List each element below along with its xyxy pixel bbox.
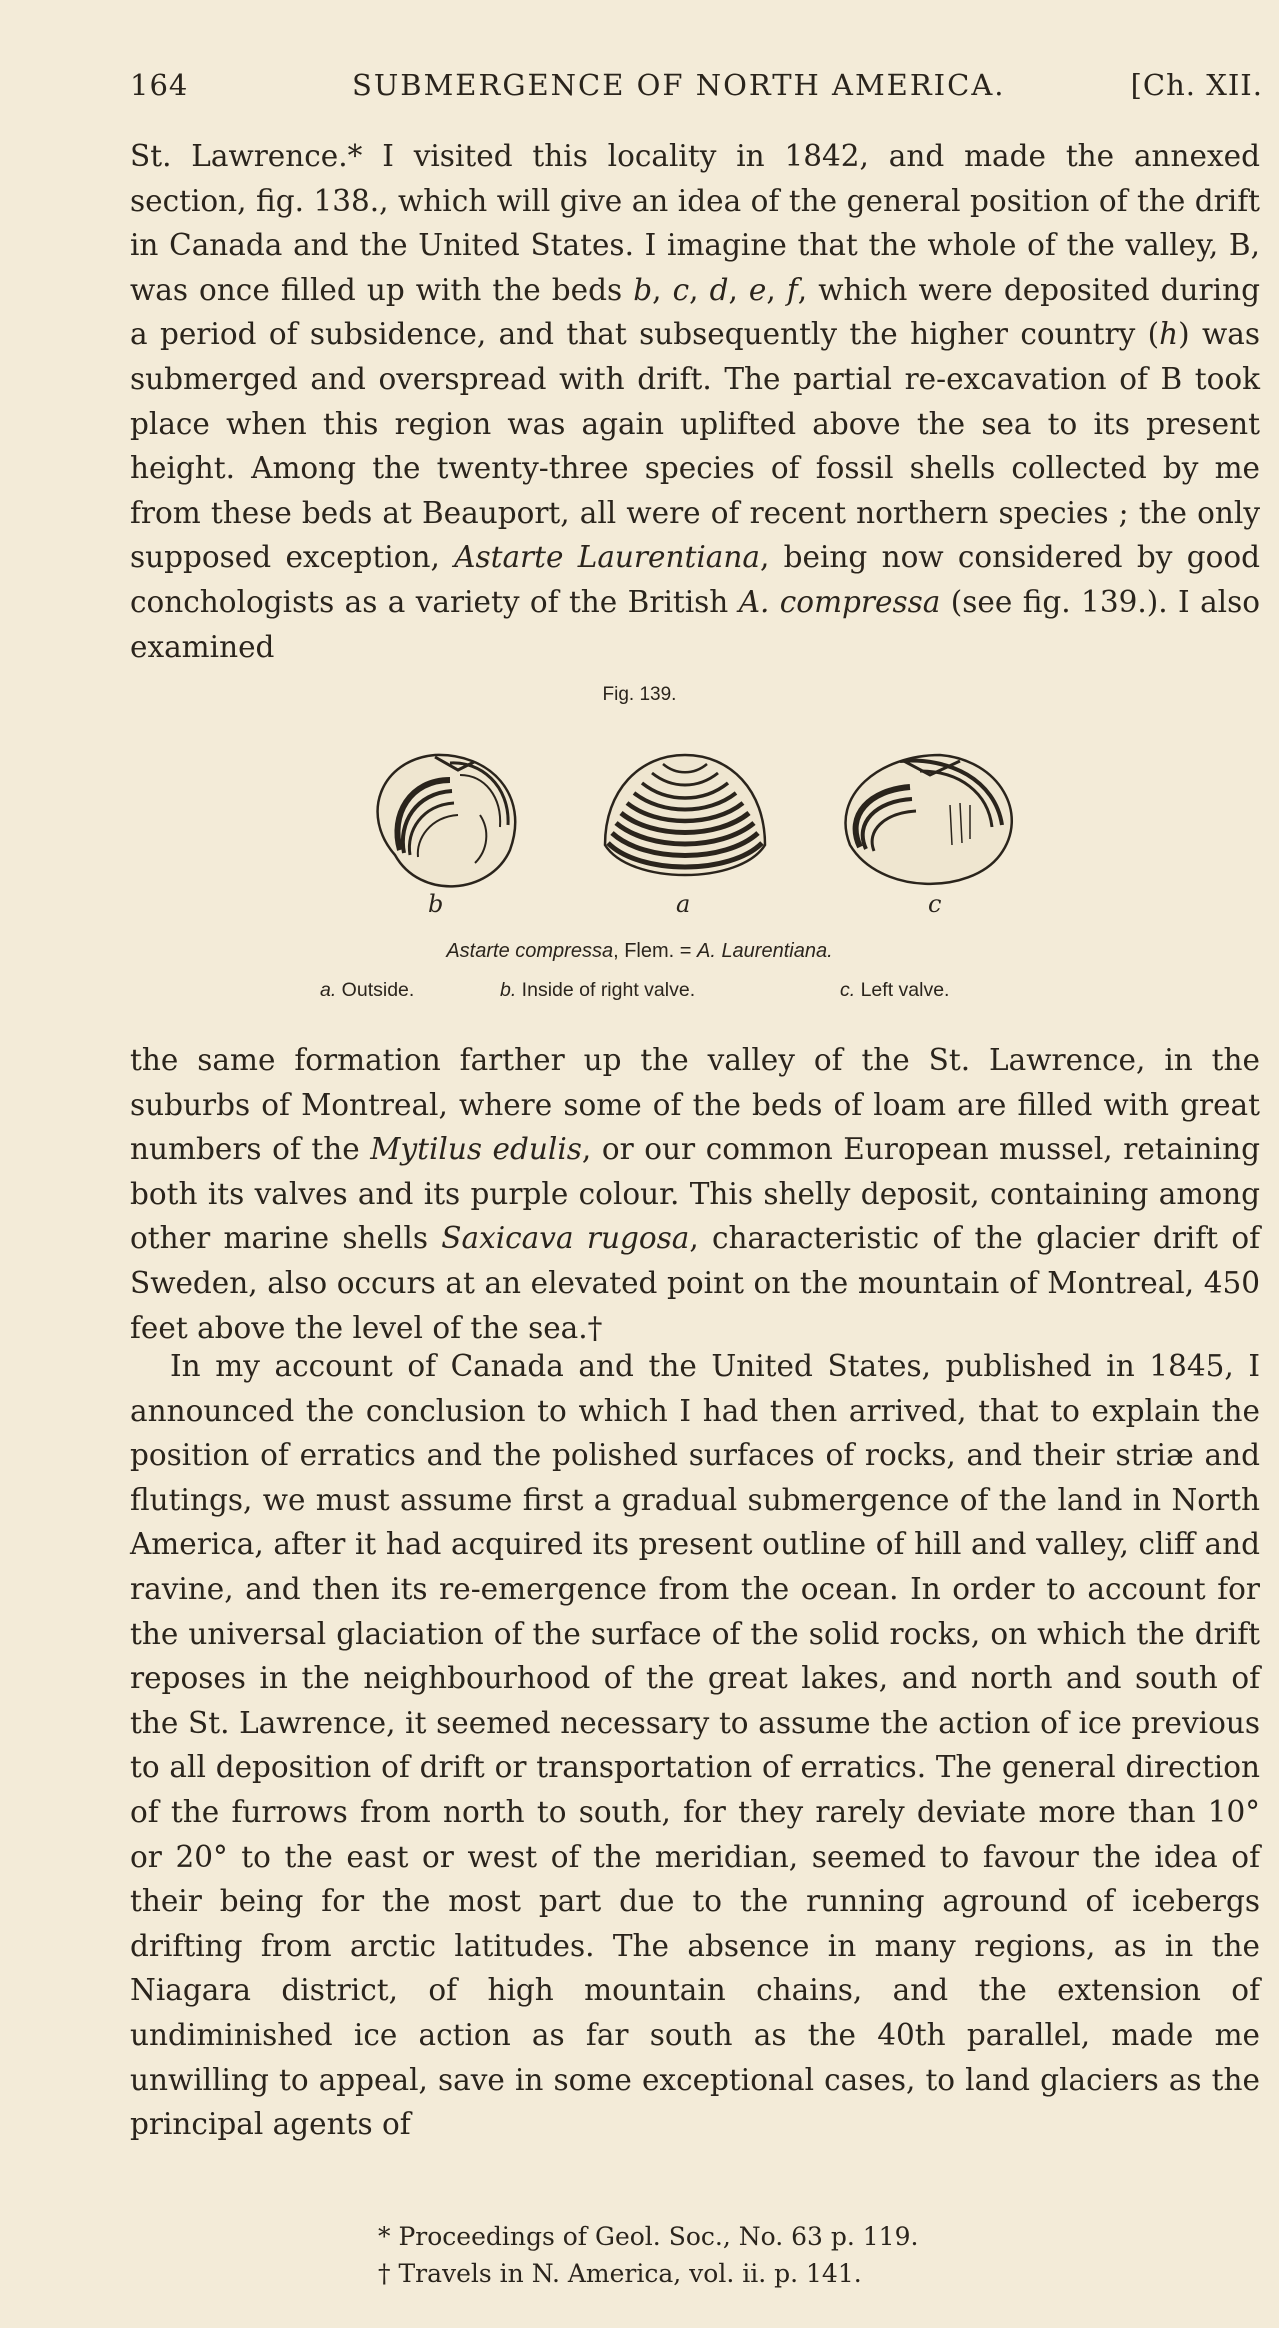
figure-label: Fig. 139. xyxy=(602,684,677,705)
species-name: Mytilus edulis xyxy=(370,1132,582,1167)
legend-item xyxy=(320,979,414,1002)
text-run: St. Lawrence.* I visited this locality in 1842, and made the annexed section, fig. 138., which will give an idea of the general position of the drift in Canada and the United States. I imagine that the whole of the valley, B, was once filled up with the beds xyxy=(130,139,1260,307)
shell-illustration xyxy=(340,735,1060,935)
text-run: , xyxy=(728,272,749,307)
legend-key: a. xyxy=(320,979,337,1001)
figure-caption xyxy=(0,940,1279,963)
shell-c-left-valve xyxy=(846,755,1012,884)
footnote: † Travels in N. America, vol. ii. p. 141. xyxy=(378,2259,862,2288)
shell-a-outside xyxy=(605,755,765,875)
legend-text: Inside of right valve. xyxy=(516,979,696,1001)
figure-legend xyxy=(320,979,1120,1009)
figure-letter-b: b xyxy=(428,890,444,918)
text-run: , or our common European mussel, retaining both its valves and its purple colour. This shelly deposit, containing among other marine shells xyxy=(130,1132,1260,1256)
text-run: , which were deposited during a period of subsidence, and that subsequently the higher country ( xyxy=(130,272,1260,352)
species-name: Saxicava rugosa xyxy=(441,1221,690,1256)
text-run: (see fig. 139.). I also examined xyxy=(130,584,1260,664)
legend-text: Outside. xyxy=(336,979,415,1001)
running-header xyxy=(130,68,1265,112)
paragraph-1 xyxy=(130,134,1260,669)
page-number: 164 xyxy=(130,68,189,102)
legend-item xyxy=(840,979,949,1002)
bed-letter: f xyxy=(786,272,798,307)
bed-letter: b xyxy=(633,272,653,307)
text-run: , xyxy=(689,272,710,307)
legend-key: b. xyxy=(500,979,517,1001)
chapter-marker: [Ch. XII. xyxy=(1130,68,1263,102)
text-run: , xyxy=(652,272,673,307)
shell-b-inside-right-valve xyxy=(378,755,516,886)
footnote: * Proceedings of Geol. Soc., No. 63 p. 119. xyxy=(378,2222,919,2251)
shell-figure xyxy=(340,735,1060,935)
caption-species: Astarte compressa xyxy=(446,940,614,962)
figure-letter-a: a xyxy=(676,890,691,918)
species-name: Astarte Laurentiana xyxy=(454,540,760,575)
bed-letter: c xyxy=(672,272,690,307)
caption-synonym: A. Laurentiana. xyxy=(696,940,833,962)
bed-letter: d xyxy=(709,272,729,307)
legend-text: Left valve. xyxy=(855,979,950,1001)
text-run: , being now considered by good conchologists as a variety of the British xyxy=(130,540,1260,619)
legend-key: c. xyxy=(840,979,856,1001)
text-run: , xyxy=(766,272,787,307)
caption-author: , Flem. = xyxy=(613,940,697,962)
running-title: SUBMERGENCE OF NORTH AMERICA. xyxy=(352,68,1006,102)
text-run: ) was submerged and overspread with drift. The partial re-excavation of B took place when this region was again uplifted above the sea to its present height. Among the twenty-three species of fossil shells collected by me from these beds at Beauport, all were of recent northern species ; the only supposed exception, xyxy=(130,317,1261,575)
bed-letter: h xyxy=(1159,317,1179,352)
footnotes xyxy=(378,2218,1078,2292)
figure-letter-c: c xyxy=(928,890,942,918)
bed-letter: e xyxy=(748,272,767,307)
species-name: A. compressa xyxy=(738,584,941,619)
text-run: , characteristic of the glacier drift of Sweden, also occurs at an elevated point on the mountain of Montreal, 450 feet above the level of the sea.† xyxy=(130,1221,1261,1345)
paragraph-2 xyxy=(130,1038,1260,1350)
paragraph-3: In my account of Canada and the United States, published in 1845, I announced the conclusion to which I had then arrived, that to explain the position of erratics and the polished surfaces of rocks, and their striæ and flutings, we must assume first a gradual submergence of the land in North America, after it had acquired its present outline of hill and valley, cliff and ravine, and then its re-emergence from the ocean. In order to account for the universal glaciation of the surface of the solid rocks, on which the drift reposes in the neighbourhood of the great lakes, and north and south of the St. Lawrence, it seemed necessary to assume the action of ice previous to all deposition of drift or transportation of erratics. The general direction of the furrows from north to south, for they rarely deviate more than 10° or 20° to the east or west of the meridian, seemed to favour the idea of their being for the most part due to the running aground of icebergs drifting from arctic latitudes. The absence in many regions, as in the Niagara district, of high mountain chains, and the extension of undiminished ice action as far south as the 40th parallel, made me unwilling to appeal, save in some exceptional cases, to land glaciers as the principal agents of xyxy=(130,1349,1260,2142)
legend-item xyxy=(500,979,695,1002)
text-run: the same formation farther up the valley of the St. Lawrence, in the suburbs of Montreal, where some of the beds of loam are filled with great numbers of the xyxy=(130,1043,1260,1167)
